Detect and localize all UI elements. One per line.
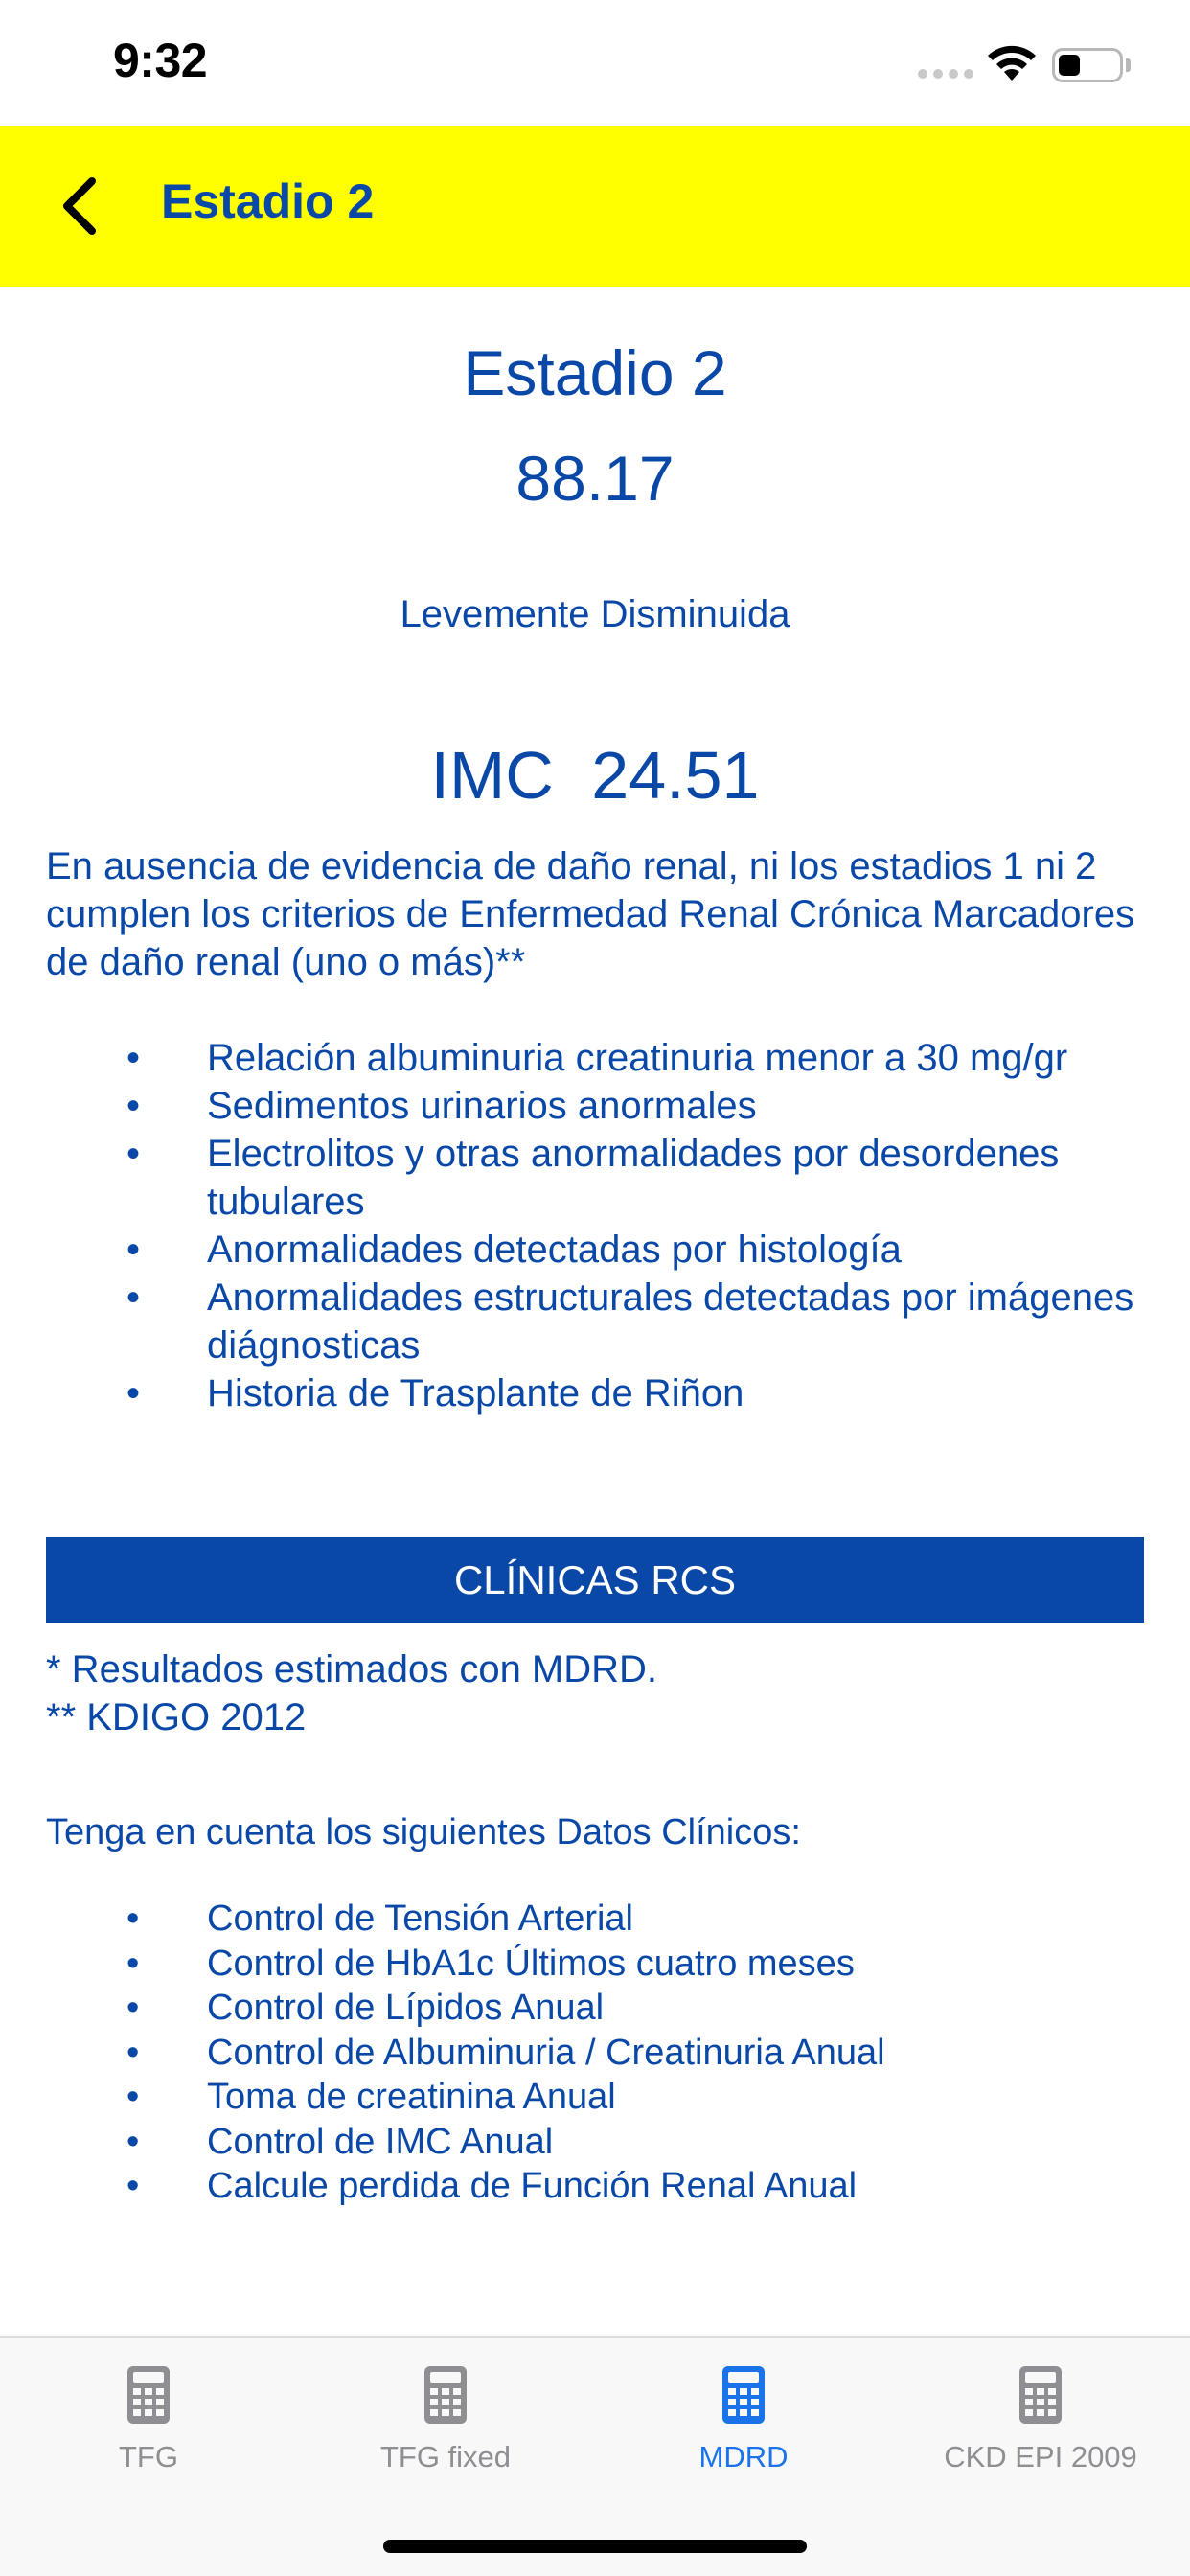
clinicas-rcs-banner[interactable]: CLÍNICAS RCS (46, 1537, 1144, 1623)
battery-tip (1126, 58, 1131, 72)
imc-value: 24.51 (591, 738, 760, 813)
nav-title: Estadio 2 (161, 174, 375, 228)
list-item: • Control de Lípidos Anual (46, 1986, 885, 2031)
tab-label: MDRD (698, 2440, 789, 2473)
list-item: • Relación albuminuria creatinuria menor a 30 mg/gr (46, 1034, 1157, 1082)
clinical-data-title: Tenga en cuenta los siguientes Datos Clínicos: (46, 1812, 801, 1852)
calculator-icon (1018, 2365, 1063, 2425)
tab-label: CKD EPI 2009 (944, 2440, 1137, 2473)
calculator-icon (126, 2365, 171, 2425)
status-bar (0, 0, 1190, 126)
tab-tfg[interactable] (0, 2338, 297, 2501)
bullet: • (126, 2121, 140, 2162)
bullet: • (126, 1133, 141, 1175)
bullet: • (126, 1988, 140, 2028)
footnote-mdrd: * Resultados estimados con MDRD. (46, 1648, 658, 1690)
imc-label: IMC (430, 738, 554, 813)
list-item: • Control de Tensión Arterial (46, 1897, 885, 1942)
list-item: • Historia de Trasplante de Riñon (46, 1369, 1157, 1417)
bullet: • (126, 2032, 140, 2073)
footnote-kdigo: ** KDIGO 2012 (46, 1696, 307, 1738)
tab-label: TFG fixed (379, 2440, 512, 2473)
bullet: • (126, 1229, 141, 1271)
list-item: • Control de HbA1c Últimos cuatro meses (46, 1942, 885, 1987)
tab-tfg-fixed[interactable] (297, 2338, 594, 2501)
gfr-value: 88.17 (515, 443, 675, 514)
bullet: • (126, 1037, 141, 1079)
info-paragraph: En ausencia de evidencia de daño renal, ni los estadios 1 ni 2 cumplen los criterios de Enfermedad Renal Crónica Marcadores de daño renal (uno o más)** (46, 845, 1135, 983)
calculator-icon (423, 2365, 468, 2425)
navigation-bar (0, 126, 1190, 287)
tab-ckd-epi-2009[interactable] (892, 2338, 1189, 2501)
imc-result (0, 737, 1190, 814)
list-item: • Calcule perdida de Función Renal Anual (46, 2164, 885, 2209)
wifi-icon (985, 44, 1039, 82)
tab-mdrd[interactable] (595, 2338, 892, 2501)
bullet: • (126, 1372, 141, 1414)
battery-icon (1052, 48, 1123, 82)
damage-markers-list (46, 1034, 1157, 1417)
list-item: • Sedimentos urinarios anormales (46, 1082, 1157, 1130)
list-item: • Anormalidades estructurales detectadas por imágenes diágnosticas (46, 1274, 1157, 1369)
tab-label: TFG (119, 2440, 178, 2473)
back-chevron-icon[interactable] (54, 175, 111, 237)
bullet: • (126, 2077, 140, 2117)
list-item: • Toma de creatinina Anual (46, 2075, 885, 2120)
calculator-icon (721, 2365, 766, 2425)
status-time: 9:32 (113, 34, 208, 87)
list-item: • Control de IMC Anual (46, 2120, 885, 2165)
bullet: • (126, 1085, 141, 1127)
bullet: • (126, 1943, 140, 1984)
kidney-damage-info (46, 842, 1157, 1417)
list-item: • Electrolitos y otras anormalidades por desordenes tubulares (46, 1130, 1157, 1226)
list-item: • Anormalidades detectadas por histología (46, 1226, 1157, 1274)
bullet: • (126, 1898, 140, 1939)
stage-description: Levemente Disminuida (400, 593, 790, 635)
stage-title: Estadio 2 (463, 337, 727, 408)
bullet: • (126, 2166, 140, 2206)
cellular-signal-icon (918, 69, 973, 79)
home-indicator[interactable] (383, 2540, 807, 2553)
clinical-data-list (46, 1897, 885, 2209)
footnotes (46, 1645, 657, 1741)
bullet: • (126, 1276, 141, 1319)
list-item: • Control de Albuminuria / Creatinuria Anual (46, 2031, 885, 2076)
